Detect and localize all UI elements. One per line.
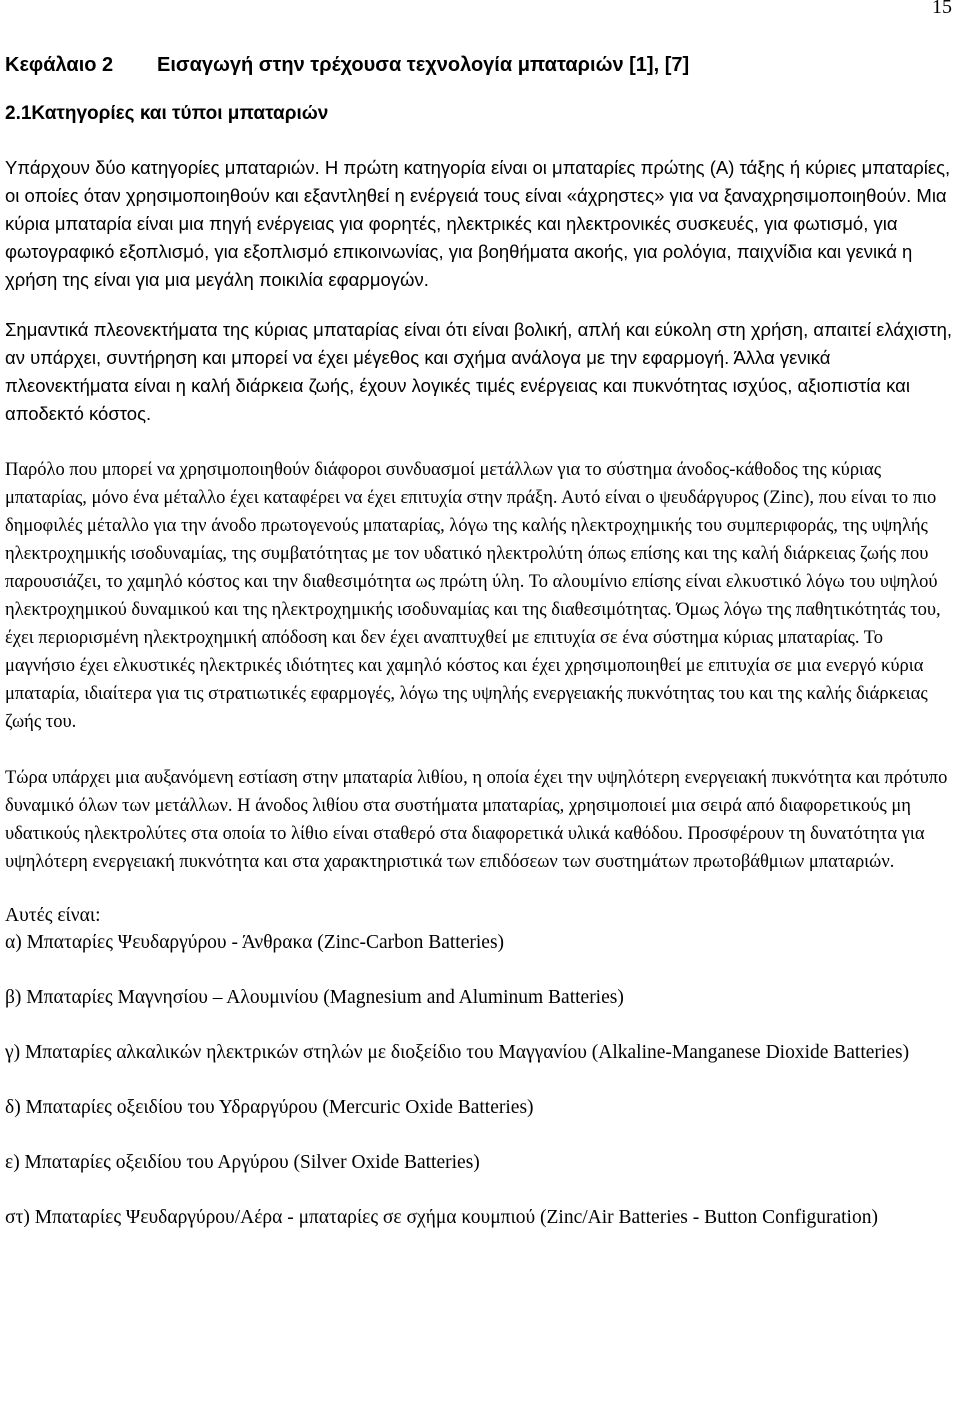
page-number: 15 xyxy=(932,0,952,18)
paragraph-metals: Παρόλο που μπορεί να χρησιμοποιηθούν διάφοροι συνδυασμοί μετάλλων για το σύστημα άνοδος-κάθοδος της κύριας μπαταρίας, μόνο ένα μέταλλο έχει καταφέρει να έχει επιτυχία στην πράξη. Αυτό είναι ο ψευδάργυρος (Zinc), που είναι το πιο δημοφιλές μέταλλο για την άνοδο πρωτογενούς μπαταρίας, λόγω της καλής ηλεκτροχημικής του συμπεριφοράς, της υψηλής ηλεκτροχημικής ισοδυναμίας, της συμβατότητας με τον υδατικό ηλεκτρολύτη όπως επίσης και της καλή διάρκειας ζωής που παρουσιάζει, το χαμηλό κόστος και την διαθεσιμότητα ως πρώτη ύλη. Το αλουμίνιο επίσης είναι ελκυστικό λόγω του υψηλού ηλεκτροχημικού δυναμικού και της ηλεκτροχημικής ισοδυναμίας και της διαθεσιμότητας. Όμως λόγω της παθητικότητάς του, έχει περιορισμένη ηλεκτροχημική απόδοση και δεν έχει αναπτυχθεί με επιτυχία σε ένα σύστημα κύριας μπαταρίας. Το μαγνήσιο έχει ελκυστικές ηλεκτρικές ιδιότητες και χαμηλό κόστος και έχει χρησιμοποιηθεί με επιτυχία σε μια ενεργό κύρια μπαταρία, ιδιαίτερα για τις στρατιωτικές εφαρμογές, λόγω της υψηλής ενεργειακής πυκνότητας του και της καλής διάρκειας ζωής του. xyxy=(5,460,941,732)
list-item: α) Μπαταρίες Ψευδαργύρου - Άνθρακα (Zinc-Carbon Batteries) xyxy=(5,932,505,953)
paragraph-categories: Υπάρχουν δύο κατηγορίες μπαταριών. Η πρώτη κατηγορία είναι οι μπαταρίες πρώτης (Α) τάξης ή κύριες μπαταρίες, οι οποίες όταν χρησιμοποιηθούν και εξαντληθεί η ενέργειά τους είναι «άχρηστες» για να ξαναχρησιμοποιηθούν. Μια κύρια μπαταρία είναι μια πηγή ενέργειας για φορητές, ηλεκτρικές και ηλεκτρονικές συσκευές, για φωτισμό, για φωτογραφικό εξοπλισμό, για εξοπλισμό επικοινωνίας, για βοηθήματα ακοής, για ρολόγια, παιχνίδια και γενικά η χρήση της είναι για μια μεγάλη ποικιλία εφαρμογών. xyxy=(5,157,951,290)
chapter-heading xyxy=(5,52,955,78)
section-heading: 2.1Κατηγορίες και τύποι μπαταριών xyxy=(5,103,329,124)
list-item: γ) Μπαταρίες αλκαλικών ηλεκτρικών στηλών με διοξείδιο του Μαγγανίου (Alkaline-Manganese Dioxide Batteries) xyxy=(5,1042,910,1063)
list-item: β) Μπαταρίες Μαγνησίου – Αλουμινίου (Magnesium and Aluminum Batteries) xyxy=(5,987,624,1008)
list-item: στ) Μπαταρίες Ψευδαργύρου/Αέρα - μπαταρίες σε σχήμα κουμπιού (Zinc/Air Batteries - Button Configuration) xyxy=(5,1207,878,1228)
list-intro: Αυτές είναι: xyxy=(5,905,101,926)
list-item: δ) Μπαταρίες οξειδίου του Υδραργύρου (Mercuric Oxide Batteries) xyxy=(5,1097,534,1118)
paragraph-lithium: Τώρα υπάρχει μια αυξανόμενη εστίαση στην μπαταρία λιθίου, η οποία έχει την υψηλότερη ενεργειακή πυκνότητα και πρότυπο δυναμικό όλων των μετάλλων. Η άνοδος λιθίου στα συστήματα μπαταρίας, χρησιμοποιεί μια σειρά από διαφορετικούς μη υδατικούς ηλεκτρολύτες στα οποία το λίθιο είναι σταθερό στα διαφορετικά υλικά καθόδου. Προσφέρουν τη δυνατότητα για υψηλότερη ενεργειακή πυκνότητα και στα χαρακτηριστικά των επιδόσεων των συστημάτων πρωτοβάθμιων μπαταριών. xyxy=(5,768,948,872)
document-body xyxy=(5,52,955,1231)
chapter-number: Κεφάλαιο 2 xyxy=(5,54,114,76)
paragraph-advantages: Σημαντικά πλεονεκτήματα της κύριας μπαταρίας είναι ότι είναι βολική, απλή και εύκολη στη χρήση, απαιτεί ελάχιστη, αν υπάρχει, συντήρηση και μπορεί να έχει μέγεθος και σχήμα ανάλογα με την εφαρμογή. Άλλα γενικά πλεονεκτήματα είναι η καλή διάρκεια ζωής, έχουν λογικές τιμές ενέργειας και πυκνότητας ισχύος, αξιοπιστία και αποδεκτό κόστος. xyxy=(5,319,953,424)
list-item: ε) Μπαταρίες οξειδίου του Αργύρου (Silver Oxide Batteries) xyxy=(5,1152,480,1173)
chapter-title: Εισαγωγή στην τρέχουσα τεχνολογία μπαταριών [1], [7] xyxy=(157,54,690,76)
